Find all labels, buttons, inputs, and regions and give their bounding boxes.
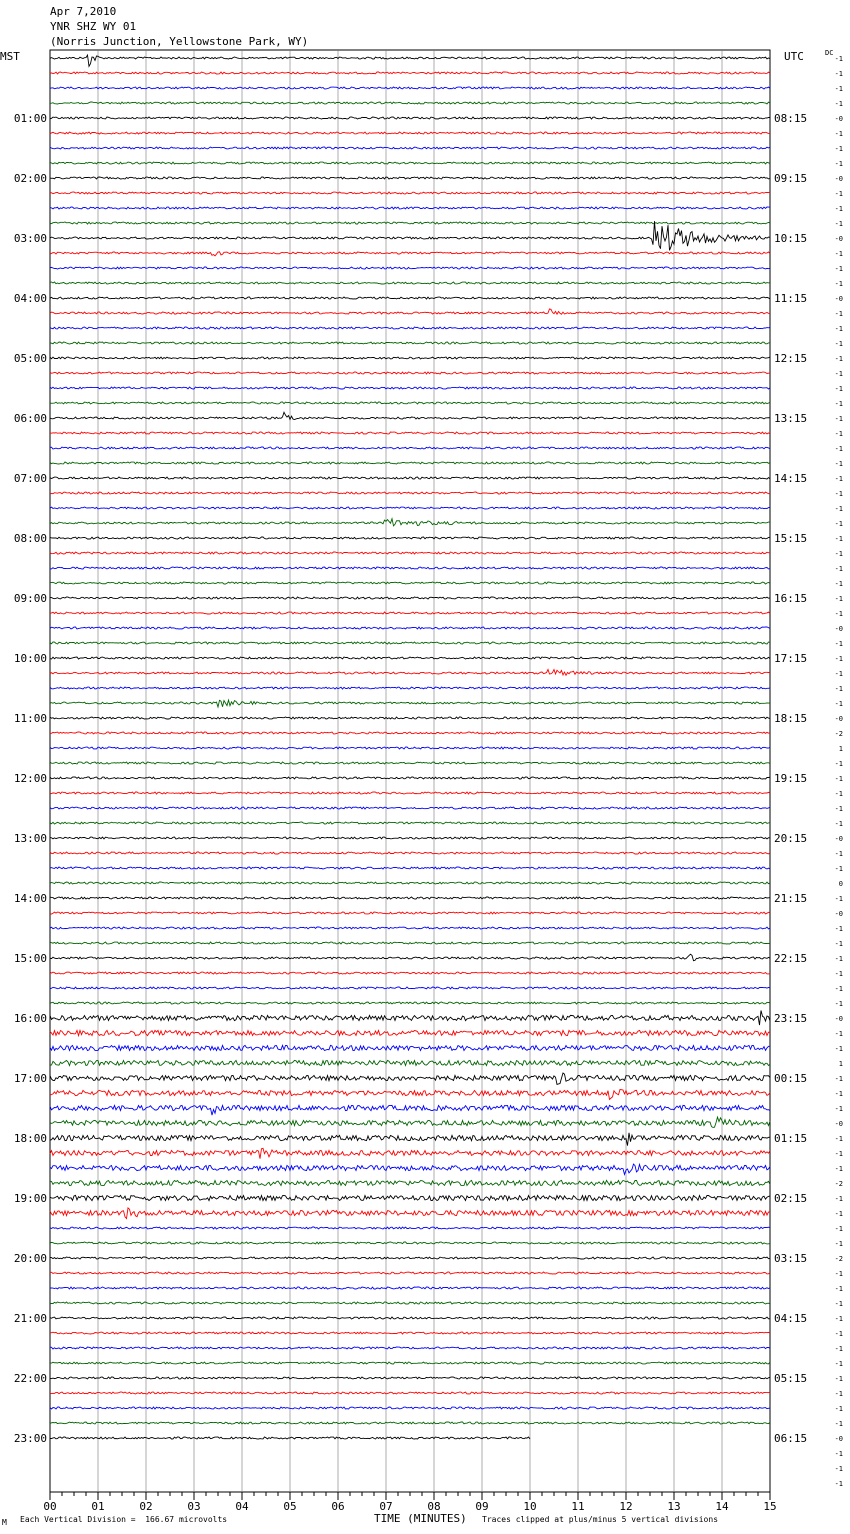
- mst-hour-label: 06:00: [13, 412, 47, 425]
- trace-75: [50, 1180, 770, 1185]
- dc-offset: -1: [834, 655, 843, 663]
- trace-52: [50, 837, 770, 839]
- trace-11: [50, 222, 770, 224]
- utc-hour-label: 21:15: [774, 892, 808, 905]
- mst-hour-label: 15:00: [13, 952, 47, 965]
- dc-offset: -1: [834, 1210, 843, 1218]
- x-tick-label: 12: [619, 1500, 633, 1513]
- mst-hour-label: 12:00: [13, 772, 47, 785]
- trace-45: [50, 732, 770, 734]
- dc-offset: -1: [834, 430, 843, 438]
- left-timezone-label: MST: [0, 50, 20, 63]
- right-timezone-label: UTC: [784, 50, 804, 63]
- trace-56: [50, 897, 770, 899]
- dc-offset: -0: [834, 1015, 843, 1023]
- utc-hour-label: 13:15: [774, 412, 808, 425]
- utc-hour-label: 17:15: [774, 652, 808, 665]
- dc-offset: -1: [834, 520, 843, 528]
- trace-48: [50, 777, 770, 779]
- dc-offset: -1: [834, 1195, 843, 1203]
- dc-offset: -1: [834, 70, 843, 78]
- dc-offset: -2: [834, 730, 843, 738]
- title-station: YNR SHZ WY 01: [50, 20, 137, 33]
- dc-offset: -1: [834, 535, 843, 543]
- dc-offset: -1: [834, 280, 843, 288]
- trace-0: [50, 55, 770, 66]
- trace-17: [50, 309, 770, 314]
- dc-offset: -1: [834, 1375, 843, 1383]
- trace-76: [50, 1195, 770, 1200]
- trace-4: [50, 117, 770, 119]
- trace-67: [50, 1060, 770, 1065]
- trace-72: [50, 1133, 770, 1146]
- trace-31: [50, 519, 770, 526]
- trace-77: [50, 1208, 770, 1219]
- trace-2: [50, 87, 770, 89]
- trace-83: [50, 1302, 770, 1304]
- corner-mark: M: [2, 1518, 7, 1527]
- utc-hour-label: 03:15: [774, 1252, 808, 1265]
- mst-hour-label: 16:00: [13, 1012, 47, 1025]
- mst-hour-label: 03:00: [13, 232, 47, 245]
- dc-offset: -1: [834, 310, 843, 318]
- mst-hour-label: 08:00: [13, 532, 47, 545]
- dc-offset: -1: [834, 1345, 843, 1353]
- dc-offset: 0: [838, 880, 843, 888]
- dc-offset: -1: [834, 955, 843, 963]
- dc-offset: -1: [834, 865, 843, 873]
- x-tick-label: 15: [763, 1500, 777, 1513]
- trace-9: [50, 192, 770, 194]
- trace-40: [50, 657, 770, 659]
- dc-offset: -1: [834, 190, 843, 198]
- dc-offset: -1: [834, 1300, 843, 1308]
- utc-hour-label: 02:15: [774, 1192, 808, 1205]
- dc-offset: -1: [834, 1090, 843, 1098]
- dc-offset: -1: [834, 1030, 843, 1038]
- trace-51: [50, 822, 770, 824]
- dc-offset: -1: [834, 760, 843, 768]
- trace-7: [50, 162, 770, 164]
- trace-58: [50, 927, 770, 929]
- mst-hour-label: 01:00: [13, 112, 47, 125]
- dc-offset: -1: [834, 970, 843, 978]
- trace-89: [50, 1392, 770, 1394]
- trace-90: [50, 1407, 770, 1409]
- dc-offset: -1: [834, 1045, 843, 1053]
- trace-50: [50, 807, 770, 809]
- trace-12: [50, 221, 770, 250]
- trace-60: [50, 954, 770, 961]
- dc-offset: -1: [834, 415, 843, 423]
- dc-offset: -0: [834, 910, 843, 918]
- utc-hour-label: 10:15: [774, 232, 808, 245]
- trace-66: [50, 1045, 770, 1050]
- scale-note: Each Vertical Division = 166.67 microvolts: [20, 1515, 228, 1524]
- mst-hour-label: 18:00: [13, 1132, 47, 1145]
- trace-28: [50, 477, 770, 479]
- trace-49: [50, 792, 770, 794]
- trace-64: [50, 1011, 770, 1026]
- trace-82: [50, 1287, 770, 1289]
- trace-33: [50, 552, 770, 554]
- x-tick-label: 05: [283, 1500, 297, 1513]
- trace-43: [50, 700, 770, 707]
- mst-hour-label: 10:00: [13, 652, 47, 665]
- x-tick-label: 09: [475, 1500, 489, 1513]
- utc-hour-label: 11:15: [774, 292, 808, 305]
- trace-6: [50, 147, 770, 149]
- trace-41: [50, 670, 770, 676]
- trace-47: [50, 762, 770, 764]
- minute-grid: [50, 50, 770, 1492]
- trace-13: [50, 252, 770, 256]
- trace-20: [50, 357, 770, 359]
- dc-offset: -1: [834, 1420, 843, 1428]
- dc-offset: -0: [834, 835, 843, 843]
- dc-offset: -1: [834, 925, 843, 933]
- dc-offset: -1: [834, 850, 843, 858]
- trace-34: [50, 567, 770, 569]
- mst-hour-label: 20:00: [13, 1252, 47, 1265]
- dc-offset: -1: [834, 805, 843, 813]
- trace-16: [50, 297, 770, 299]
- trace-78: [50, 1227, 770, 1229]
- dc-offset: -1: [834, 820, 843, 828]
- trace-15: [50, 282, 770, 284]
- x-tick-label: 00: [43, 1500, 57, 1513]
- trace-22: [50, 387, 770, 389]
- dc-offset: -2: [834, 1255, 843, 1263]
- dc-offset: -1: [834, 250, 843, 258]
- dc-offset: -2: [834, 1180, 843, 1188]
- x-tick-label: 06: [331, 1500, 345, 1513]
- dc-header: DC: [825, 49, 834, 57]
- dc-offset: -1: [834, 1240, 843, 1248]
- mst-hour-label: 19:00: [13, 1192, 47, 1205]
- trace-44: [50, 717, 770, 719]
- title-date: Apr 7,2010: [50, 5, 117, 18]
- mst-hour-label: 11:00: [13, 712, 47, 725]
- dc-offset: -1: [834, 505, 843, 513]
- dc-offset: -1: [834, 1165, 843, 1173]
- dc-offset: -1: [834, 985, 843, 993]
- trace-88: [50, 1377, 770, 1379]
- trace-71: [50, 1117, 770, 1127]
- dc-offset: -0: [834, 235, 843, 243]
- dc-offset: -1: [834, 370, 843, 378]
- utc-hour-label: 22:15: [774, 952, 808, 965]
- trace-81: [50, 1272, 770, 1274]
- trace-36: [50, 597, 770, 599]
- utc-hour-label: 16:15: [774, 592, 808, 605]
- trace-55: [50, 882, 770, 884]
- trace-87: [50, 1362, 770, 1364]
- x-axis-title: TIME (MINUTES): [374, 1512, 467, 1525]
- dc-offset: -1: [834, 565, 843, 573]
- trace-74: [50, 1164, 770, 1174]
- dc-offset: -1: [834, 580, 843, 588]
- trace-32: [50, 537, 770, 539]
- utc-hour-label: 06:15: [774, 1432, 808, 1445]
- dc-offset: -1: [834, 220, 843, 228]
- mst-hour-label: 23:00: [13, 1432, 47, 1445]
- x-tick-label: 01: [91, 1500, 105, 1513]
- trace-10: [50, 207, 770, 209]
- dc-offset: -1: [834, 1225, 843, 1233]
- mst-hour-label: 02:00: [13, 172, 47, 185]
- trace-25: [50, 432, 770, 434]
- trace-62: [50, 987, 770, 989]
- x-tick-label: 13: [667, 1500, 681, 1513]
- mst-hour-label: 09:00: [13, 592, 47, 605]
- traces-layer: [50, 55, 770, 1439]
- dc-offset: -1: [834, 265, 843, 273]
- trace-57: [50, 912, 770, 914]
- dc-offset: -1: [834, 1075, 843, 1083]
- dc-offset: -1: [834, 940, 843, 948]
- dc-offset: -0: [834, 1435, 843, 1443]
- trace-29: [50, 492, 770, 494]
- trace-1: [50, 72, 770, 74]
- trace-65: [50, 1030, 770, 1035]
- mst-hour-label: 21:00: [13, 1312, 47, 1325]
- trace-14: [50, 267, 770, 269]
- dc-offset: -1: [834, 670, 843, 678]
- trace-53: [50, 852, 770, 854]
- dc-offset: -1: [834, 55, 843, 63]
- trace-59: [50, 942, 770, 944]
- utc-hour-label: 05:15: [774, 1372, 808, 1385]
- dc-offset: -1: [834, 385, 843, 393]
- utc-hour-label: 08:15: [774, 112, 808, 125]
- trace-8: [50, 177, 770, 179]
- dc-offset: 1: [838, 1060, 843, 1068]
- x-tick-label: 14: [715, 1500, 729, 1513]
- trace-68: [50, 1073, 770, 1084]
- trace-46: [50, 747, 770, 749]
- trace-26: [50, 447, 770, 449]
- dc-offset: -1: [834, 160, 843, 168]
- trace-35: [50, 582, 770, 584]
- dc-offset: -1: [834, 700, 843, 708]
- trace-91: [50, 1422, 770, 1424]
- dc-offset: -1: [834, 1450, 843, 1458]
- trace-42: [50, 687, 770, 689]
- dc-offset: -1: [834, 1390, 843, 1398]
- utc-hour-label: 00:15: [774, 1072, 808, 1085]
- dc-offset: -1: [834, 325, 843, 333]
- trace-23: [50, 402, 770, 404]
- mst-hour-label: 07:00: [13, 472, 47, 485]
- time-axis: [43, 1492, 776, 1513]
- trace-5: [50, 132, 770, 134]
- dc-offset: -0: [834, 295, 843, 303]
- mst-hour-label: 14:00: [13, 892, 47, 905]
- dc-offset: -1: [834, 490, 843, 498]
- dc-offset: -0: [834, 625, 843, 633]
- dc-offset: -0: [834, 1120, 843, 1128]
- trace-70: [50, 1105, 770, 1115]
- dc-offset-column: [825, 49, 843, 1488]
- clip-note: Traces clipped at plus/minus 5 vertical divisions: [482, 1515, 719, 1524]
- dc-offset: -1: [834, 100, 843, 108]
- dc-offset: -1: [834, 1000, 843, 1008]
- dc-offset: -1: [834, 445, 843, 453]
- dc-offset: -0: [834, 715, 843, 723]
- trace-54: [50, 867, 770, 869]
- dc-offset: -1: [834, 145, 843, 153]
- dc-offset: -1: [834, 205, 843, 213]
- dc-offset: -1: [834, 595, 843, 603]
- dc-offset: -1: [834, 1105, 843, 1113]
- x-tick-label: 02: [139, 1500, 153, 1513]
- dc-offset: -1: [834, 475, 843, 483]
- trace-79: [50, 1242, 770, 1244]
- dc-offset: -1: [834, 340, 843, 348]
- dc-offset: -1: [834, 640, 843, 648]
- trace-63: [50, 1002, 770, 1004]
- trace-84: [50, 1317, 770, 1319]
- trace-19: [50, 342, 770, 344]
- dc-offset: -1: [834, 1360, 843, 1368]
- dc-offset: -0: [834, 175, 843, 183]
- x-tick-label: 04: [235, 1500, 249, 1513]
- dc-offset: -1: [834, 130, 843, 138]
- trace-30: [50, 507, 770, 509]
- x-tick-label: 10: [523, 1500, 537, 1513]
- utc-hour-label: 15:15: [774, 532, 808, 545]
- trace-3: [50, 102, 770, 104]
- dc-offset: -1: [834, 85, 843, 93]
- dc-offset: -1: [834, 1465, 843, 1473]
- trace-24: [50, 412, 770, 419]
- utc-hour-label: 14:15: [774, 472, 808, 485]
- dc-offset: 1: [838, 745, 843, 753]
- dc-offset: -1: [834, 1330, 843, 1338]
- x-tick-label: 03: [187, 1500, 201, 1513]
- dc-offset: -1: [834, 1135, 843, 1143]
- utc-hour-label: 04:15: [774, 1312, 808, 1325]
- dc-offset: -1: [834, 355, 843, 363]
- utc-hour-label: 19:15: [774, 772, 808, 785]
- dc-offset: -1: [834, 400, 843, 408]
- trace-38: [50, 627, 770, 629]
- dc-offset: -1: [834, 1270, 843, 1278]
- trace-80: [50, 1257, 770, 1259]
- dc-offset: -1: [834, 1285, 843, 1293]
- trace-86: [50, 1347, 770, 1349]
- trace-27: [50, 462, 770, 464]
- dc-offset: -1: [834, 550, 843, 558]
- utc-hour-label: 23:15: [774, 1012, 808, 1025]
- x-tick-label: 08: [427, 1500, 441, 1513]
- mst-hour-label: 22:00: [13, 1372, 47, 1385]
- trace-69: [50, 1090, 770, 1100]
- plot-frame: [50, 50, 770, 1492]
- trace-18: [50, 327, 770, 329]
- trace-37: [50, 612, 770, 614]
- mst-hour-label: 17:00: [13, 1072, 47, 1085]
- utc-hour-label: 01:15: [774, 1132, 808, 1145]
- trace-21: [50, 372, 770, 374]
- utc-hour-label: 09:15: [774, 172, 808, 185]
- mst-hour-label: 05:00: [13, 352, 47, 365]
- mst-hour-label: 13:00: [13, 832, 47, 845]
- mst-hour-label: 04:00: [13, 292, 47, 305]
- dc-offset: -1: [834, 1480, 843, 1488]
- x-tick-label: 07: [379, 1500, 393, 1513]
- title-location: (Norris Junction, Yellowstone Park, WY): [50, 35, 309, 48]
- x-tick-label: 11: [571, 1500, 585, 1513]
- trace-85: [50, 1332, 770, 1334]
- dc-offset: -1: [834, 895, 843, 903]
- utc-hour-label: 12:15: [774, 352, 808, 365]
- dc-offset: -1: [834, 1150, 843, 1158]
- utc-hour-label: 20:15: [774, 832, 808, 845]
- dc-offset: -1: [834, 685, 843, 693]
- dc-offset: -1: [834, 1315, 843, 1323]
- dc-offset: -1: [834, 790, 843, 798]
- utc-hour-label: 18:15: [774, 712, 808, 725]
- trace-39: [50, 642, 770, 644]
- dc-offset: -1: [834, 1405, 843, 1413]
- dc-offset: -1: [834, 460, 843, 468]
- trace-61: [50, 972, 770, 974]
- dc-offset: -0: [834, 115, 843, 123]
- trace-73: [50, 1148, 770, 1158]
- dc-offset: -1: [834, 610, 843, 618]
- dc-offset: -1: [834, 775, 843, 783]
